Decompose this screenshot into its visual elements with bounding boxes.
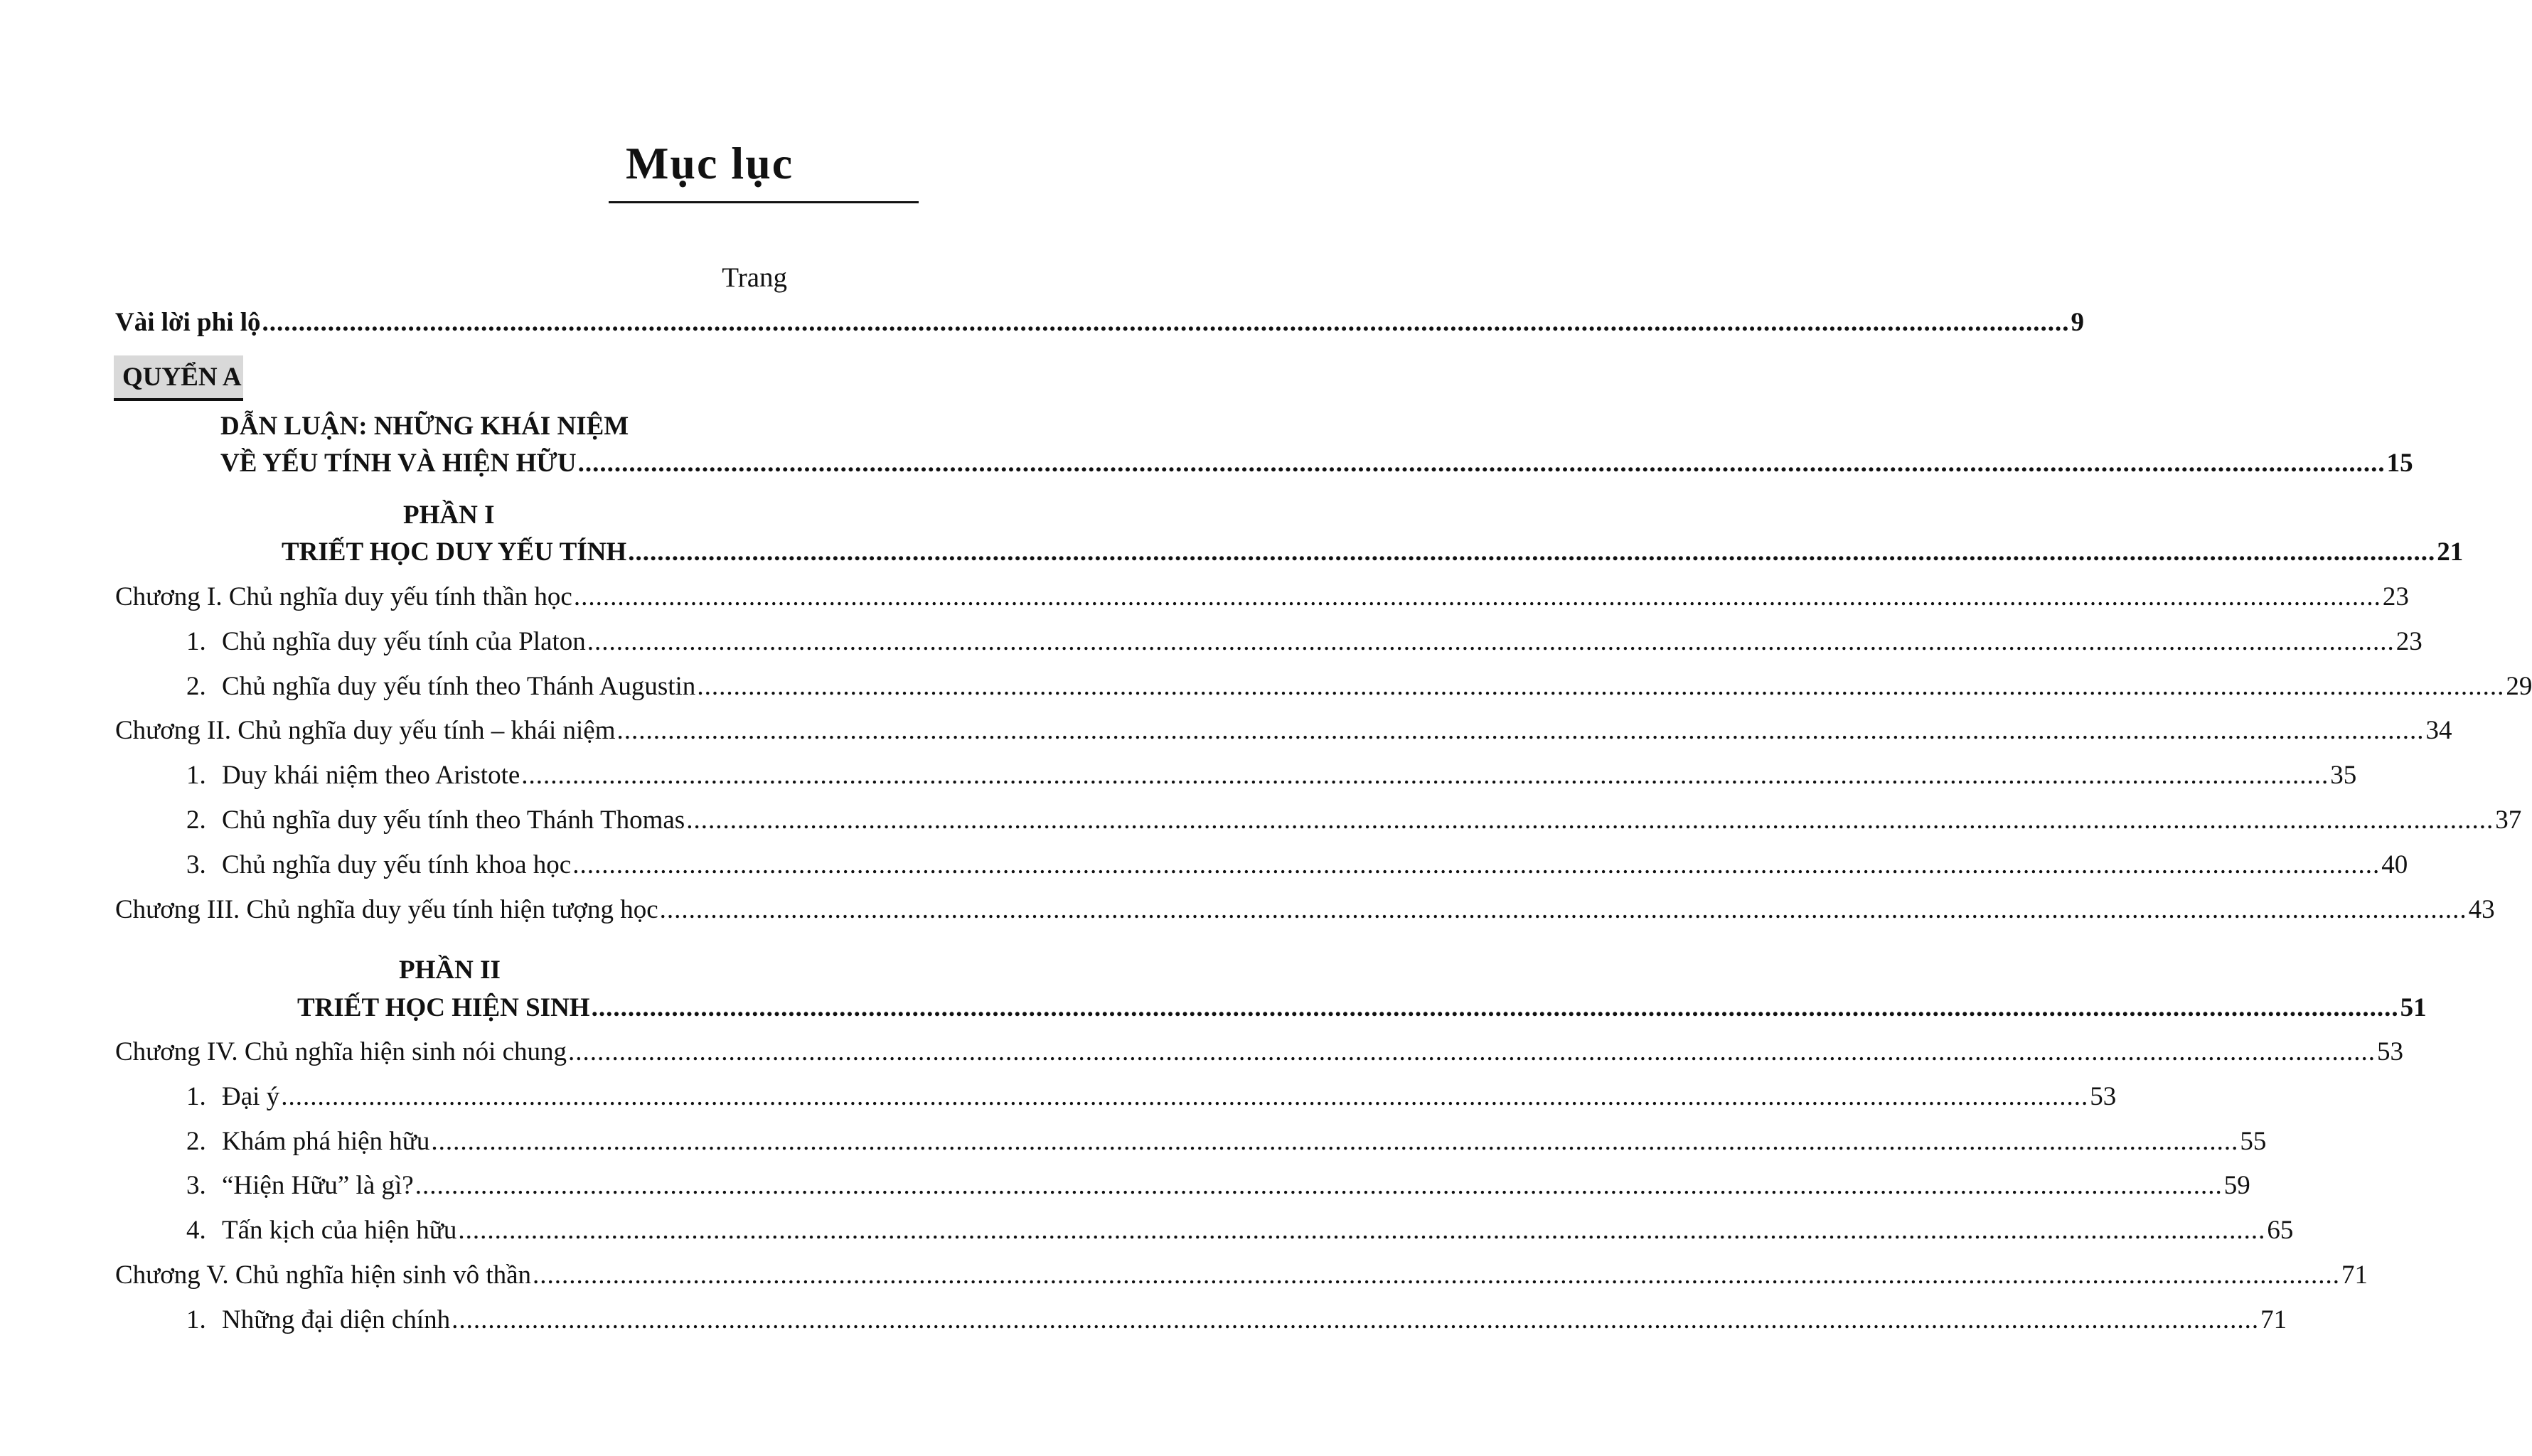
toc-entry-label: Khám phá hiện hữu (222, 1126, 430, 1156)
toc-entry-intro[interactable] (220, 448, 2413, 485)
leader-dots: ........................................................................................................................................................................................................................................................ (697, 671, 2505, 701)
toc-entry-section[interactable] (186, 850, 2408, 887)
page-column-label: Trang (722, 262, 787, 293)
leader-dots: ........................................................................................................................................................................................................................................................ (587, 626, 2395, 656)
toc-entry-label: Duy khái niệm theo Aristote (222, 761, 520, 791)
toc-entry-page: 51 (2400, 993, 2427, 1022)
toc-entry-page: 53 (2090, 1081, 2117, 1111)
toc-entry-label: Chương II. Chủ nghĩa duy yếu tính – khái niệm (115, 716, 616, 746)
toc-entry-number: 3. (186, 850, 206, 879)
toc-entry-number: 1. (186, 761, 206, 791)
toc-entry-chapter[interactable] (115, 1260, 2368, 1297)
leader-dots: ........................................................................................................................................................................................................................................................ (573, 582, 2381, 611)
toc-entry-page: 23 (2395, 626, 2423, 656)
toc-entry-label: Tấn kịch của hiện hữu (222, 1216, 457, 1246)
toc-entry-part1[interactable] (282, 537, 2464, 574)
toc-entry-label: Chương IV. Chủ nghĩa hiện sinh nói chung (115, 1037, 567, 1066)
toc-entry-label: “Hiện Hữu” là gì? (222, 1171, 414, 1201)
leader-dots: ........................................................................................................................................................................................................................................................ (616, 716, 2425, 746)
toc-entry-page: 71 (2341, 1260, 2368, 1290)
part-heading: PHẦN I (403, 500, 495, 530)
leader-dots: ........................................................................................................................................................................................................................................................ (577, 449, 2386, 478)
intro-heading-line1: DẪN LUẬN: NHỮNG KHÁI NIỆM (220, 412, 629, 441)
leader-dots: ........................................................................................................................................................................................................................................................ (572, 850, 2381, 879)
toc-entry-chapter[interactable] (115, 582, 2409, 619)
toc-entry-section[interactable] (186, 760, 2357, 797)
toc-entry-label: Chủ nghĩa duy yếu tính khoa học (222, 850, 572, 879)
toc-entry-page: 9 (2071, 308, 2085, 337)
leader-dots: ........................................................................................................................................................................................................................................................ (659, 894, 2467, 924)
leader-dots: ........................................................................................................................................................................................................................................................ (281, 1081, 2089, 1111)
toc-entry-page: 21 (2437, 537, 2464, 567)
toc-entry-chapter[interactable] (115, 894, 2495, 931)
toc-entry-number: 1. (186, 626, 206, 656)
toc-entry-label: VỀ YẾU TÍNH VÀ HIỆN HỮU (220, 449, 577, 478)
toc-entry-page: 34 (2425, 716, 2452, 746)
toc-entry-page: 37 (2495, 805, 2522, 835)
leader-dots: ........................................................................................................................................................................................................................................................ (415, 1171, 2223, 1201)
toc-entry-label: Chương V. Chủ nghĩa hiện sinh vô thần (115, 1260, 532, 1290)
toc-entry-number: 1. (186, 1305, 206, 1334)
toc-entry-label: Chương I. Chủ nghĩa duy yếu tính thần học (115, 582, 572, 611)
toc-entry-label: Vài lời phi lộ (115, 308, 261, 337)
leader-dots: ........................................................................................................................................................................................................................................................ (591, 993, 2399, 1022)
leader-dots: ........................................................................................................................................................................................................................................................ (452, 1305, 2260, 1334)
toc-entry-page: 35 (2330, 761, 2357, 791)
volume-label: QUYỂN A (114, 355, 243, 401)
part-heading: PHẦN II (399, 956, 501, 985)
toc-entry-number: 2. (186, 671, 206, 701)
title-underline (609, 201, 919, 203)
page-title: Mục lục (626, 138, 794, 188)
toc-entry-number: 4. (186, 1216, 206, 1246)
toc-entry-label: TRIẾT HỌC HIỆN SINH (297, 993, 590, 1022)
toc-entry-label: Đại ý (222, 1081, 280, 1111)
leader-dots: ........................................................................................................................................................................................................................................................ (686, 805, 2494, 835)
toc-entry-label: Chủ nghĩa duy yếu tính của Platon (222, 626, 586, 656)
toc-entry-number: 2. (186, 805, 206, 835)
toc-entry-section[interactable] (186, 1081, 2117, 1118)
leader-dots: ........................................................................................................................................................................................................................................................ (568, 1037, 2376, 1066)
leader-dots: ........................................................................................................................................................................................................................................................ (431, 1126, 2239, 1156)
toc-entry-page: 55 (2240, 1126, 2267, 1156)
toc-entry-label: Những đại diện chính (222, 1305, 451, 1334)
leader-dots: ........................................................................................................................................................................................................................................................ (458, 1216, 2266, 1246)
toc-entry-chapter[interactable] (115, 1037, 2404, 1074)
toc-entry-section[interactable] (186, 1170, 2250, 1207)
toc-entry-number: 2. (186, 1126, 206, 1156)
toc-entry-preface[interactable] (115, 307, 2085, 344)
toc-entry-page: 15 (2386, 449, 2413, 478)
toc-entry-section[interactable] (186, 1215, 2294, 1252)
toc-entry-number: 3. (186, 1171, 206, 1201)
toc-entry-section[interactable] (186, 1305, 2287, 1342)
toc-entry-page: 40 (2381, 850, 2408, 879)
leader-dots: ........................................................................................................................................................................................................................................................ (521, 761, 2329, 791)
leader-dots: ........................................................................................................................................................................................................................................................ (533, 1260, 2341, 1290)
toc-entry-part2[interactable] (297, 992, 2427, 1029)
toc-entry-page: 59 (2223, 1171, 2250, 1201)
toc-entry-label: Chương III. Chủ nghĩa duy yếu tính hiện tượng học (115, 894, 658, 924)
leader-dots: ........................................................................................................................................................................................................................................................ (262, 308, 2070, 337)
toc-entry-label: Chủ nghĩa duy yếu tính theo Thánh Thomas (222, 805, 685, 835)
toc-entry-page: 53 (2377, 1037, 2404, 1066)
toc-entry-page: 29 (2506, 671, 2532, 701)
toc-entry-label: Chủ nghĩa duy yếu tính theo Thánh Augustin (222, 671, 696, 701)
toc-entry-section[interactable] (186, 671, 2532, 708)
toc-entry-page: 65 (2267, 1216, 2294, 1246)
toc-entry-page: 43 (2468, 894, 2495, 924)
toc-entry-section[interactable] (186, 1126, 2267, 1163)
toc-entry-label: TRIẾT HỌC DUY YẾU TÍNH (282, 537, 627, 567)
leader-dots: ........................................................................................................................................................................................................................................................ (628, 537, 2436, 567)
toc-entry-page: 71 (2260, 1305, 2287, 1334)
toc-entry-page: 23 (2382, 582, 2409, 611)
toc-entry-section[interactable] (186, 805, 2522, 842)
toc-entry-number: 1. (186, 1081, 206, 1111)
toc-entry-section[interactable] (186, 626, 2423, 663)
toc-entry-chapter[interactable] (115, 715, 2452, 752)
